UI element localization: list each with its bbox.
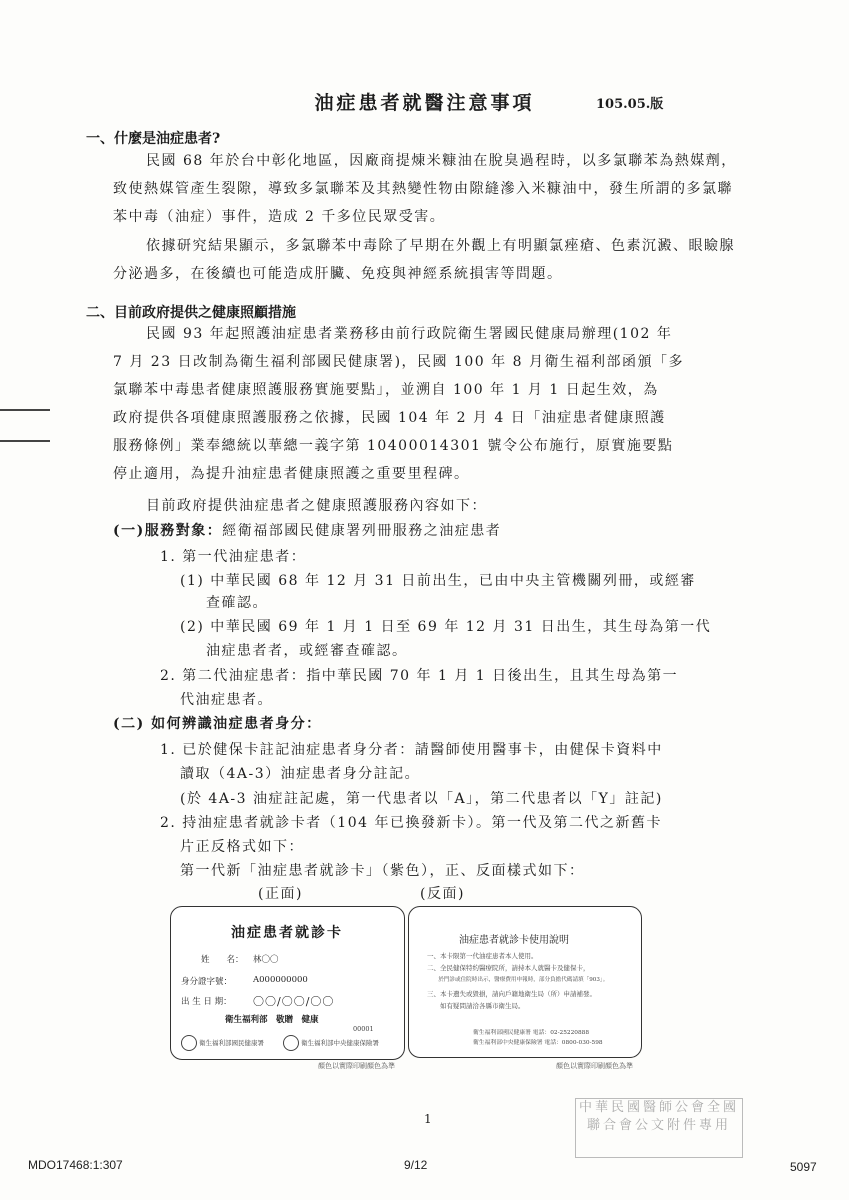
itemB1-line1: 1. 已於健保卡註記油症患者身分者：請醫師使用醫事卡，由健保卡資料中 xyxy=(160,742,663,758)
version-label: 105.05.版 xyxy=(596,97,664,112)
section2-heading: 二、目前政府提供之健康照顧措施 xyxy=(86,305,296,321)
card-id-value: A000000000 xyxy=(253,975,308,985)
card-issuer: 衛生福利部 敬贈 健康 xyxy=(225,1015,319,1025)
page-title: 油症患者就醫注意事項 xyxy=(314,92,535,114)
card-back-caption: 顏色以實際印刷顏色為準 xyxy=(556,1062,633,1070)
card-back-line4: 三、本卡遺失或毀損，請向戶籍地衛生局（所）申請補發。 xyxy=(427,990,596,998)
sub-a-label: (一)服務對象： xyxy=(113,523,223,539)
section2-para1-line5: 服務條例」業奉總統以華總一義字第 10400014301 號令公布施行，原實施要點 xyxy=(113,438,674,454)
sub-a-text: 經衛福部國民健康署列冊服務之油症患者 xyxy=(222,523,502,539)
item2-line2: 代油症患者。 xyxy=(180,692,273,708)
section1-para1-line1: 民國 68 年於台中彰化地區，因廠商提煉米糠油在脫臭過程時，以多氯聯苯為熱媒劑， xyxy=(146,153,737,169)
services-intro: 目前政府提供油症患者之健康照護服務內容如下： xyxy=(146,498,487,514)
item1b-line1: (2) 中華民國 69 年 1 月 1 日至 69 年 12 月 31 日出生，其生母為第一代 xyxy=(180,619,712,635)
section2-para1-line4: 政府提供各項健康照護服務之依據，民國 104 年 2 月 4 日「油症患者健康照護 xyxy=(113,410,666,426)
card-id-label: 身分證字號： xyxy=(181,977,233,987)
card-back-contact1: 衛生福利部國民健康署 電話：02-25220888 xyxy=(473,1030,590,1036)
card-name-label: 姓 名： xyxy=(201,955,244,965)
card-back-line5: 如有疑問請洽各縣市衛生局。 xyxy=(427,1002,525,1010)
footer-doc-id: MDO17468:1:307 xyxy=(28,1158,123,1172)
section1-para2-line2: 分泌過多，在後續也可能造成肝臟、免疫與神經系統損害等問題。 xyxy=(113,266,563,282)
card-dob-label: 出 生 日 期： xyxy=(181,997,232,1007)
scan-mark-bottom xyxy=(0,440,50,442)
card-name-value: 林〇〇 xyxy=(253,955,279,965)
front-label: (正面) xyxy=(258,886,303,902)
section1-para1-line3: 苯中毒（油症）事件，造成 2 千多位民眾受害。 xyxy=(113,209,446,225)
nhi-logo-icon xyxy=(283,1035,299,1051)
itemB2-line2: 片正反格式如下： xyxy=(180,839,304,855)
section2-para1-line6: 停止適用，為提升油症患者健康照護之重要里程碑。 xyxy=(113,466,470,482)
hpa-logo-icon xyxy=(181,1035,197,1051)
card-front-title: 油症患者就診卡 xyxy=(231,925,343,941)
sub-b-label: (二) 如何辨識油症患者身分： xyxy=(113,716,322,732)
item1b-line2: 油症患者者，或經審查確認。 xyxy=(206,643,408,659)
itemB2-line3: 第一代新「油症患者就診卡」（紫色），正、反面樣式如下： xyxy=(180,863,585,879)
card-logo2-text: 衛生福利部中央健康保險署 xyxy=(301,1039,379,1047)
card-dob-value: 〇〇/〇〇/〇〇 xyxy=(253,995,335,1008)
section1-para2-line1: 依據研究結果顯示，多氯聯苯中毒除了早期在外觀上有明顯氯痤瘡、色素沉澱、眼瞼腺 xyxy=(146,238,735,254)
scan-mark-top xyxy=(0,409,50,411)
card-front-caption: 顏色以實際印刷顏色為準 xyxy=(318,1062,395,1070)
card-back xyxy=(408,906,642,1058)
back-label: (反面) xyxy=(420,886,465,902)
official-stamp: 中華民國醫師公會全國聯合會公文附件專用 xyxy=(575,1098,743,1158)
itemB2-line1: 2. 持油症患者就診卡者（104 年已換發新卡）。第一代及第二代之新舊卡 xyxy=(160,815,662,831)
card-back-contact2: 衛生福利部中央健康保險署 電話：0800-030-598 xyxy=(473,1040,603,1046)
card-back-line3: 於門診或住院時出示，醫療費用申報時，部分負擔代碼請填「903」。 xyxy=(427,977,609,983)
card-back-line1: 一、本卡限第一代油症患者本人使用。 xyxy=(427,952,538,960)
footer-page-of: 9/12 xyxy=(404,1158,428,1172)
item1: 1. 第一代油症患者： xyxy=(160,549,307,565)
card-back-title: 油症患者就診卡使用說明 xyxy=(459,935,569,946)
itemB1-line2: 讀取（4A-3）油症患者身分註記。 xyxy=(180,766,421,782)
itemB1-line3: (於 4A-3 油症註記處，第一代患者以「A」，第二代患者以「Y」註記) xyxy=(180,791,663,807)
section1-para1-line2: 致使熱媒管產生裂隙，導致多氯聯苯及其熱變性物由隙縫滲入米糠油中，發生所謂的多氯聯 xyxy=(113,181,733,197)
page-number: 1 xyxy=(424,1112,432,1126)
section1-heading: 一、什麼是油症患者? xyxy=(86,131,221,147)
card-back-line2: 二、全民健保特約醫療院所，請持本人就醫卡及健保卡， xyxy=(427,964,590,972)
footer-code: 5097 xyxy=(790,1160,817,1174)
card-front xyxy=(170,906,405,1060)
item2-line1: 2. 第二代油症患者：指中華民國 70 年 1 月 1 日後出生，且其生母為第一 xyxy=(160,668,679,684)
card-serial: 00001 xyxy=(353,1025,374,1033)
sub-a xyxy=(113,517,501,546)
item1a-line2: 查確認。 xyxy=(206,595,268,611)
card-logo1-text: 衛生福利部國民健康署 xyxy=(199,1039,264,1047)
item1a-line1: (1) 中華民國 68 年 12 月 31 日前出生，已由中央主管機關列冊，或經審 xyxy=(180,573,696,589)
section2-para1-line3: 氯聯苯中毒患者健康照護服務實施要點」，並溯自 100 年 1 月 1 日起生效，為 xyxy=(113,382,659,398)
section2-para1-line1: 民國 93 年起照護油症患者業務移由前行政院衛生署國民健康局辦理(102 年 xyxy=(146,326,673,342)
section2-para1-line2: 7 月 23 日改制為衛生福利部國民健康署)，民國 100 年 8 月衛生福利部函頒「多 xyxy=(113,354,684,370)
